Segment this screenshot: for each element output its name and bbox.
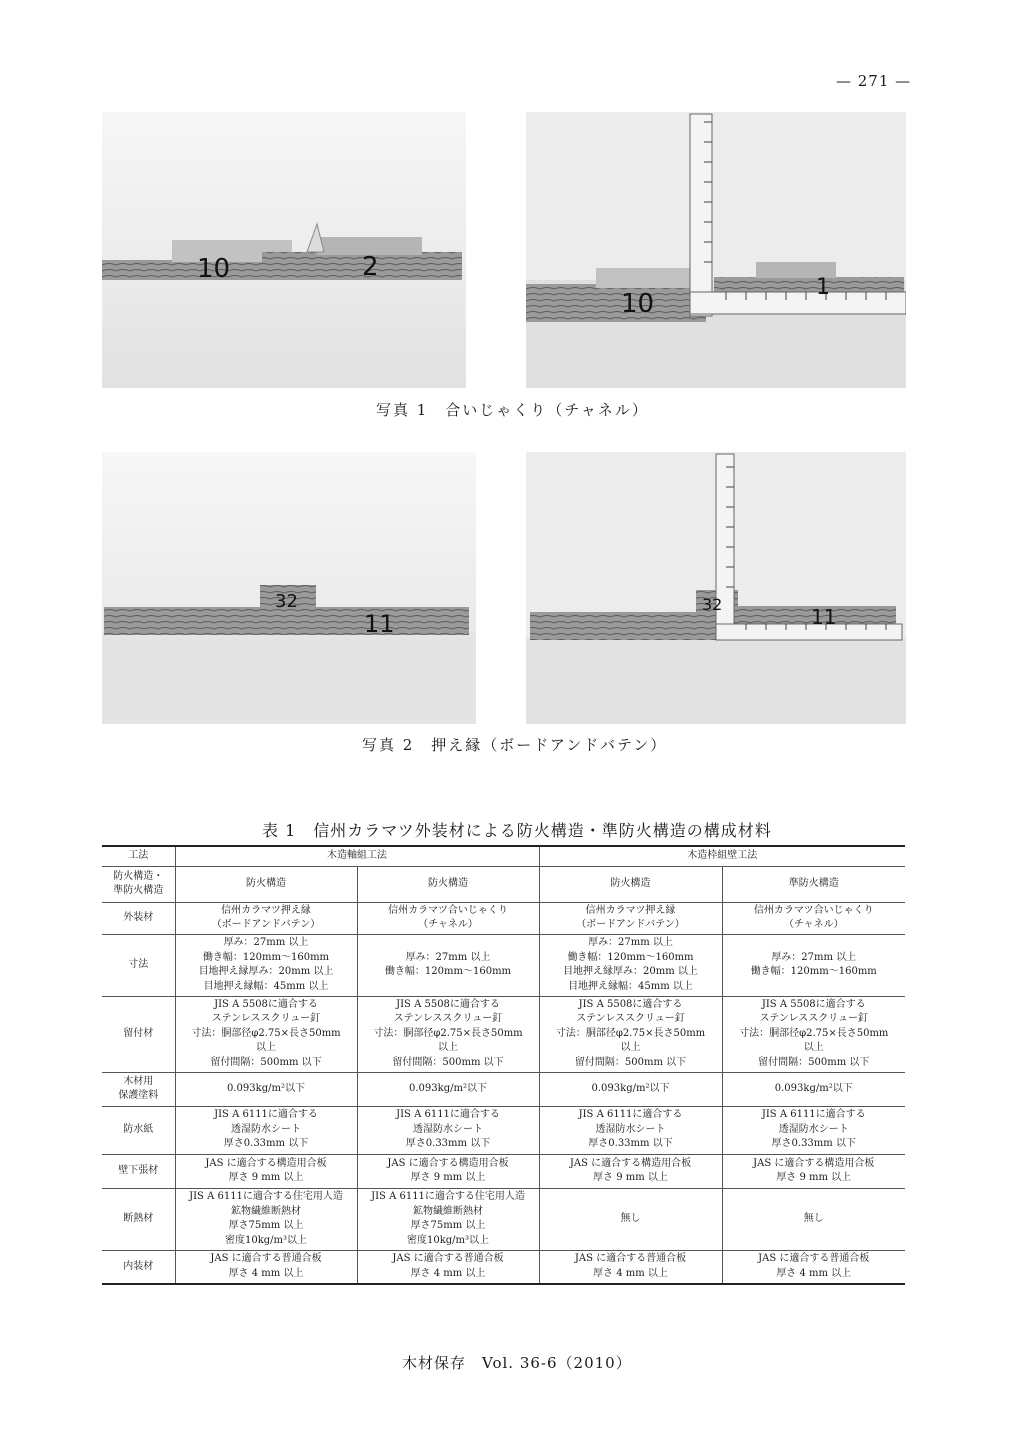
cell-line: ステンレススクリュー釘 (393, 1013, 503, 1025)
cell-line: 信州カラマツ合いじゃくり (753, 904, 874, 916)
header-structure-label (102, 866, 175, 902)
cell-line: 信州カラマツ押え縁 (585, 904, 676, 916)
cell-line: （チャネル） (418, 919, 478, 930)
table-cell (357, 1106, 539, 1154)
cell-line: JAS に適合する普通合板 (758, 1253, 870, 1265)
table-cell (175, 1154, 357, 1188)
cell-line: JAS に適合する構造用合板 (753, 1157, 875, 1169)
row-label (102, 1188, 175, 1250)
cell-line: 信州カラマツ押え縁 (221, 904, 311, 916)
table-cell (357, 996, 539, 1072)
cell-line: 厚さ 9 mm 以上 (410, 1172, 486, 1183)
cell-line: 寸法：胴部径φ2.75×長さ50mm (373, 1027, 523, 1039)
cell-line: 厚さ 4 mm 以上 (410, 1267, 486, 1279)
header-structure-1: 防火構造 (175, 866, 357, 902)
row-label (102, 1250, 175, 1284)
table-cell (539, 1072, 722, 1106)
cell-line: 厚さ75mm 以上 (410, 1220, 486, 1231)
photo-1-right-label-a: 10 (621, 289, 655, 319)
cell-line: JIS A 5508に適合する (396, 998, 500, 1010)
cell-line: 目地押え縁幅：45mm 以上 (203, 980, 329, 992)
table-cell (357, 934, 539, 996)
photo-1-left-label-a: 10 (197, 254, 231, 284)
cell-line: 留付間隔：500mm 以下 (758, 1056, 870, 1068)
cell-line: （チャネル） (783, 919, 844, 930)
table-cell (357, 1072, 539, 1106)
photo-2-left-label-b: 11 (364, 610, 395, 638)
table-cell (722, 934, 905, 996)
cell-line: 厚さ0.33mm 以下 (405, 1138, 491, 1150)
table-cell (722, 1188, 905, 1250)
row-label (102, 1106, 175, 1154)
table-cell (175, 996, 357, 1072)
row-label-text: 防水紙 (123, 1123, 154, 1135)
header-structure-3: 防火構造 (539, 866, 722, 902)
table-cell (722, 1072, 905, 1106)
table-row (102, 902, 905, 934)
cell-line: JIS A 6111に適合する (396, 1109, 500, 1121)
cell-line: JAS に適合する構造用合板 (387, 1157, 509, 1169)
cell-line: 以上 (438, 1042, 458, 1054)
table-cell (722, 1250, 905, 1284)
row-label (102, 1072, 175, 1106)
cell-line: JIS A 5508に適合する (578, 998, 683, 1010)
cell-line: 以上 (256, 1042, 276, 1054)
cell-line: JIS A 6111に適合する (214, 1109, 318, 1121)
table-cell (722, 996, 905, 1072)
cell-line: ステンレススクリュー釘 (211, 1013, 321, 1025)
table-row (102, 1188, 905, 1250)
table-cell (722, 1154, 905, 1188)
photo-1-caption: 写真 1 合いじゃくり（チャネル） (376, 401, 649, 419)
table-row (102, 1106, 905, 1154)
table-header-row-method (102, 846, 905, 866)
cell-line: JIS A 5508に適合する (214, 998, 318, 1010)
cell-line: 厚さ0.33mm 以下 (223, 1138, 309, 1150)
cell-line: 寸法：胴部径φ2.75×長さ50mm (555, 1027, 706, 1039)
table-cell (175, 1188, 357, 1250)
photo-2-right-label-a: 32 (702, 595, 723, 614)
photo-1-right (526, 112, 906, 388)
row-label (102, 1154, 175, 1188)
cell-line: 0.093kg/m²以下 (409, 1082, 487, 1094)
cell-line: （ボードアンドバテン） (576, 919, 685, 930)
cell-line: 鉱物繊維断熱材 (413, 1205, 483, 1217)
cell-line: JIS A 6111に適合する (761, 1109, 866, 1121)
cell-line: JAS に適合する構造用合板 (205, 1157, 327, 1169)
cell-line: 寸法：胴部径φ2.75×長さ50mm (739, 1027, 889, 1039)
table-row (102, 996, 905, 1072)
cell-line: 無し (803, 1212, 824, 1224)
row-label (102, 934, 175, 996)
row-label-text: 壁下張材 (118, 1164, 159, 1176)
cell-line: 密度10kg/m³以上 (224, 1234, 308, 1246)
table-cell (175, 902, 357, 934)
cell-line: 働き幅：120mm～160mm (202, 951, 330, 963)
table-cell (175, 934, 357, 996)
photo-2-left (102, 452, 476, 724)
table-cell (539, 1154, 722, 1188)
cell-line: 0.093kg/m²以下 (591, 1082, 670, 1094)
cell-line: 厚さ 4 mm 以上 (593, 1267, 668, 1279)
cell-line: 透湿防水シート (231, 1123, 301, 1135)
cell-line: 働き幅：120mm～160mm (567, 951, 694, 963)
cell-line: JIS A 6111に適合する住宅用人造 (371, 1191, 525, 1202)
table-row (102, 1072, 905, 1106)
cell-line: 厚み：27mm 以上 (588, 937, 673, 948)
cell-line: 寸法：胴部径φ2.75×長さ50mm (191, 1027, 341, 1039)
table-cell (722, 902, 905, 934)
cell-line: 0.093kg/m²以下 (774, 1082, 853, 1094)
cell-line: 0.093kg/m²以下 (227, 1082, 305, 1094)
cell-line: ステンレススクリュー釘 (759, 1013, 868, 1025)
cell-line: 無し (620, 1212, 641, 1224)
cell-line: 留付間隔：500mm 以下 (392, 1056, 504, 1068)
table-cell (539, 934, 722, 996)
photo-1-left-label-b: 2 (362, 252, 379, 282)
table-cell (539, 1106, 722, 1154)
cell-line: 目地押え縁厚み：20mm 以上 (563, 966, 698, 977)
cell-line: 厚み：27mm 以上 (405, 951, 491, 963)
table-header-row-structure (102, 866, 905, 902)
cell-line: 厚さ 4 mm 以上 (776, 1267, 852, 1279)
cell-line: JIS A 5508に適合する (761, 998, 866, 1010)
table-row (102, 1250, 905, 1284)
table-title: 表 1 信州カラマツ外装材による防火構造・準防火構造の構成材料 (262, 821, 772, 840)
table-cell (539, 1250, 722, 1284)
cell-line: 目地押え縁厚み：20mm 以上 (198, 966, 334, 977)
row-label-text: 留付材 (123, 1027, 154, 1039)
cell-line: 留付間隔：500mm 以下 (574, 1056, 687, 1068)
cell-line: 留付間隔：500mm 以下 (210, 1056, 322, 1068)
row-label-text: 寸法 (128, 958, 149, 970)
table-cell (357, 1154, 539, 1188)
cell-line: 厚さ75mm 以上 (228, 1220, 304, 1231)
table-cell (175, 1072, 357, 1106)
cell-line: 透湿防水シート (595, 1123, 666, 1135)
row-label-text: 内装材 (123, 1260, 154, 1272)
cell-line: 以上 (620, 1042, 641, 1054)
page-number: — 271 — (836, 72, 912, 90)
table-cell (175, 1106, 357, 1154)
table-cell (175, 1250, 357, 1284)
photo-1-right-label-b: 1 (816, 275, 830, 300)
table-cell (357, 1188, 539, 1250)
row-label-text: 断熱材 (123, 1212, 154, 1224)
cell-line: ステンレススクリュー釘 (576, 1013, 685, 1025)
photo-2-right-label-b: 11 (811, 605, 837, 629)
photo-1-left (102, 112, 466, 388)
photo-2-caption: 写真 2 押え縁（ボードアンドバテン） (362, 736, 668, 754)
cell-line: （ボードアンドバテン） (211, 919, 321, 930)
cell-line: JIS A 6111に適合する住宅用人造 (189, 1191, 343, 1202)
cell-line: 鉱物繊維断熱材 (231, 1205, 301, 1217)
row-label-text: 木材用 保護塗料 (118, 1075, 159, 1101)
cell-line: JAS に適合する構造用合板 (569, 1157, 692, 1169)
cell-line: JAS に適合する普通合板 (392, 1253, 504, 1265)
table-cell (357, 902, 539, 934)
row-label-text: 外装材 (123, 911, 154, 923)
table-row (102, 1154, 905, 1188)
header-method-label: 工法 (102, 846, 175, 866)
cell-line: 厚さ0.33mm 以下 (771, 1138, 856, 1150)
cell-line: 信州カラマツ合いじゃくり (388, 904, 508, 916)
row-label (102, 902, 175, 934)
table-cell (722, 1106, 905, 1154)
cell-line: JIS A 6111に適合する (578, 1109, 683, 1121)
cell-line: 厚さ 9 mm 以上 (776, 1172, 852, 1183)
table-cell (539, 902, 722, 934)
table-cell (357, 1250, 539, 1284)
cell-line: 厚さ 9 mm 以上 (593, 1172, 668, 1183)
cell-line: 厚さ 9 mm 以上 (228, 1172, 304, 1183)
materials-table (102, 845, 905, 1285)
row-label (102, 996, 175, 1072)
cell-line: 密度10kg/m³以上 (406, 1234, 490, 1246)
cell-line: 以上 (803, 1042, 824, 1054)
table-cell (539, 996, 722, 1072)
header-structure-4: 準防火構造 (722, 866, 905, 902)
cell-line: 厚み：27mm 以上 (771, 951, 857, 963)
cell-line: JAS に適合する普通合板 (574, 1253, 687, 1265)
header-group-a: 木造軸組工法 (175, 846, 539, 866)
cell-line: 働き幅：120mm～160mm (750, 966, 877, 977)
journal-footer: 木材保存 Vol. 36-6（2010） (402, 1354, 632, 1372)
photo-2-left-label-a: 32 (275, 591, 298, 612)
cell-line: JAS に適合する普通合板 (210, 1253, 322, 1265)
cell-line: 厚さ0.33mm 以下 (588, 1138, 673, 1150)
table-row (102, 934, 905, 996)
cell-line: 透湿防水シート (413, 1123, 483, 1135)
cell-line: 透湿防水シート (778, 1123, 849, 1135)
photo-2-right (526, 452, 906, 724)
header-group-b: 木造枠組壁工法 (539, 846, 905, 866)
cell-line: 厚さ 4 mm 以上 (228, 1267, 304, 1279)
cell-line: 目地押え縁幅：45mm 以上 (568, 980, 693, 992)
header-structure-label-text: 防火構造・ 準防火構造 (113, 870, 164, 896)
table-cell (539, 1188, 722, 1250)
cell-line: 働き幅：120mm～160mm (384, 966, 512, 977)
header-structure-2: 防火構造 (357, 866, 539, 902)
cell-line: 厚み：27mm 以上 (223, 937, 309, 948)
